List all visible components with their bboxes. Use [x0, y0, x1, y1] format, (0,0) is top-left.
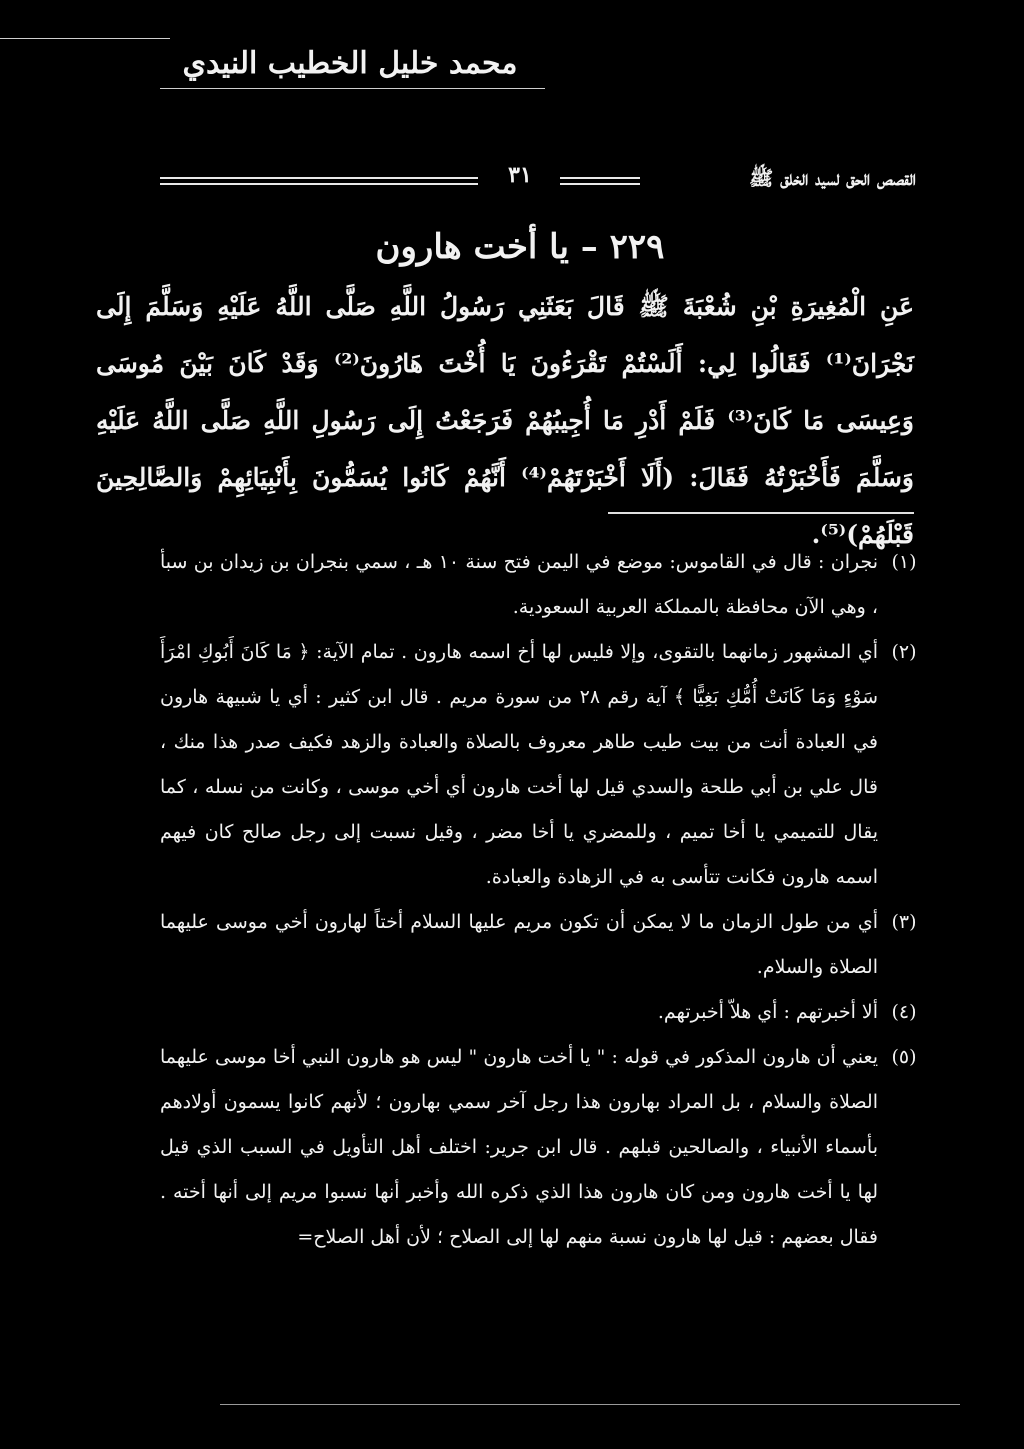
footnote-text: أي المشهور زمانهما بالتقوى، وإلا فليس لها أخ اسمه هارون . تمام الآية: ﴿ مَا كَانَ أَبُوكِ امْرَأَ سَوْءٍ وَمَا كَانَتْ أُمُّكِ بَغِيًّا ﴾ آية رقم ٢٨ من سورة مريم . قال ابن كثير : أي يا شبيهة هارون في العبادة أنت من بيت طيب طاهر معروف بالصلاة والعبادة والزهد فكيف صدر هذا منك ، قال علي بن أبي طلحة والسدي قيل لها أخت هارون أي أخي موسى ، وكانت من نسله ، كما يقال للتميمي يا أخا تميم ، وللمضري يا أخا مضر ، وقيل نسبت إلى رجل صالح كان فيهم اسمه هارون فكانت تتأسى به في الزهادة والعبادة. — [160, 641, 878, 888]
chapter-title: ٢٢٩ – يا أخت هارون — [375, 227, 665, 267]
footnotes — [160, 540, 930, 1260]
footnote-separator — [608, 512, 914, 514]
footnote-3 — [160, 900, 930, 990]
page-number: ٣١ — [508, 162, 532, 188]
running-header — [160, 162, 916, 202]
footnote-number: (٥) — [891, 1046, 917, 1068]
author-underline — [160, 88, 545, 89]
footnote-1 — [160, 540, 930, 630]
running-title: القصص الحق لسيد الخلق ﷺ — [749, 166, 916, 190]
footnote-number: (٢) — [891, 641, 917, 663]
top-left-rule — [0, 38, 170, 39]
footnote-number: (٣) — [891, 911, 917, 933]
author-name: محمد خليل الخطيب النيدي — [182, 46, 518, 81]
footnote-text: أي من طول الزمان ما لا يمكن أن تكون مريم عليها السلام أختاً لهارون أخي موسى عليهما الصلاة والسلام. — [160, 911, 878, 978]
footnote-2 — [160, 630, 930, 900]
running-rule-right — [560, 177, 640, 185]
hadith-text: عَنِ الْمُغِيرَةِ بْنِ شُعْبَةَ ﷺ قَالَ بَعَثَنِي رَسُولُ اللَّهِ صَلَّى اللَّهُ عَلَيْهِ وَسَلَّمَ إِلَى نَجْرَانَ⁽¹⁾ فَقَالُوا لِي: أَلَسْتُمْ تَقْرَءُونَ يَا أُخْتَ هَارُونَ⁽²⁾ وَقَدْ كَانَ بَيْنَ مُوسَى وَعِيسَى مَا كَانَ⁽³⁾ فَلَمْ أَدْرِ مَا أُجِيبُهُمْ فَرَجَعْتُ إِلَى رَسُولِ اللَّهِ صَلَّى اللَّهُ عَلَيْهِ وَسَلَّمَ فَأَخْبَرْتُهُ فَقَالَ: (أَلَا أَخْبَرْتَهُمْ⁽⁴⁾ أَنَّهُمْ كَانُوا يُسَمُّونَ بِأَنْبِيَائِهِمْ وَالصَّالِحِينَ قَبْلَهُمْ)⁽⁵⁾. — [96, 292, 914, 549]
footnote-number: (١) — [891, 551, 917, 573]
footnote-4 — [160, 990, 930, 1035]
bottom-rule — [220, 1404, 960, 1405]
running-rule-left — [160, 177, 478, 185]
footnote-text: نجران : قال في القاموس: موضع في اليمن فتح سنة ١٠ هـ ، سمي بنجران بن زيدان بن سبأ ، وهي الآن محافظة بالمملكة العربية السعودية. — [160, 551, 879, 618]
footnote-5 — [160, 1035, 930, 1260]
footnote-number: (٤) — [891, 1001, 917, 1023]
footnote-text: يعني أن هارون المذكور في قوله : " يا أخت هارون " ليس هو هارون النبي أخا موسى عليهما الصلاة والسلام ، بل المراد بهارون هذا رجل آخر سمي بهارون ؛ لأنهم كانوا يسمون أولادهم بأسماء الأنبياء ، والصالحين قبلهم . قال ابن جرير: اختلف أهل التأويل في السبب الذي قيل لها يا أخت هارون ومن كان هارون هذا الذي ذكره الله وأخبر أنها نسبوا مريم إلى أنها أخته . فقال بعضهم : قيل لها هارون نسبة منهم لها إلى الصلاح ؛ لأن أهل الصلاح= — [160, 1046, 878, 1248]
footnote-text: ألا أخبرتهم : أي هلاّ أخبرتهم. — [657, 1001, 878, 1023]
